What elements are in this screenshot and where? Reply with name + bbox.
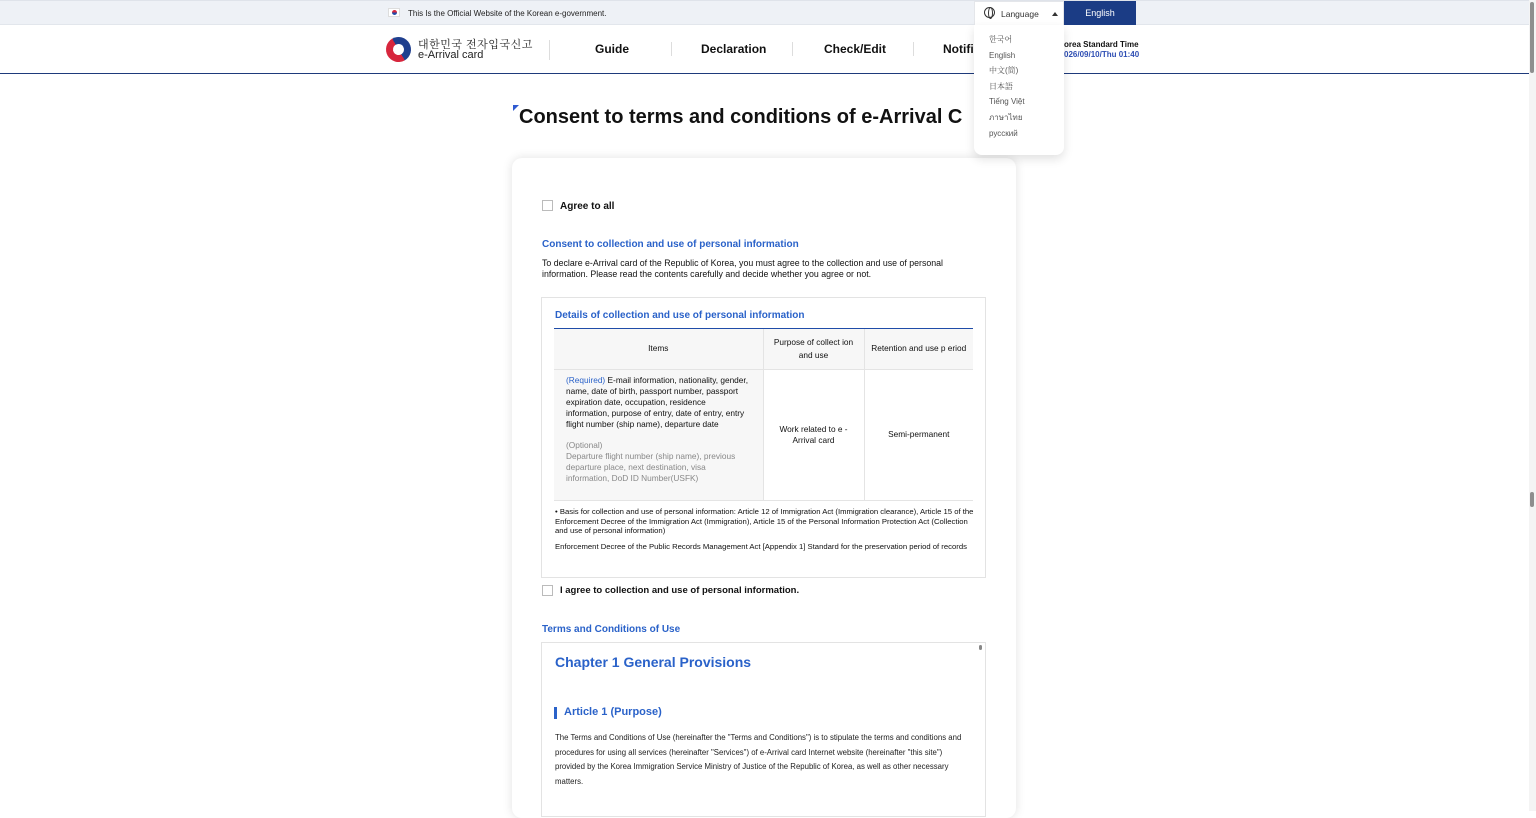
agree-pi-label[interactable]: I agree to collection and use of personal information. <box>560 585 800 596</box>
optional-tag: (Optional) <box>566 439 603 450</box>
language-option-vietnamese[interactable]: Tiếng Việt <box>989 97 1025 107</box>
page-scrollbar[interactable] <box>1529 0 1536 811</box>
terms-scrollbar-thumb[interactable] <box>979 645 982 650</box>
logo-english-text[interactable]: e-Arrival card <box>418 49 484 61</box>
page-title: Consent to terms and conditions of e-Arrival C <box>519 106 963 128</box>
nav-separator <box>671 42 672 56</box>
language-option-russian[interactable]: русский <box>989 128 1018 138</box>
language-option-thai[interactable]: ภาษาไทย <box>989 112 1023 122</box>
table-cell-retention: Semi-permanent <box>864 369 973 500</box>
agree-pi-checkbox[interactable] <box>542 585 553 596</box>
language-option-japanese[interactable]: 日本語 <box>989 81 1013 91</box>
language-option-chinese[interactable]: 中文(简) <box>989 66 1019 76</box>
required-items-text: E-mail information, nationality, gender, name, date of birth, passport number, passport expiration date, occupation, residence information, purpose of entry, date of entry, entry flight number (ship name), departure date <box>566 374 749 429</box>
table-header-purpose: Purpose of collect ion and use <box>763 329 864 369</box>
pi-details-title: Details of collection and use of personal information <box>555 310 805 321</box>
current-language-button[interactable]: English <box>1064 1 1136 25</box>
language-label: Language <box>1001 9 1039 19</box>
table-cell-purpose: Work related to e -Arrival card <box>763 369 864 500</box>
official-notice-text: This Is the Official Website of the Korean e-government. <box>408 9 607 18</box>
language-option-korean[interactable]: 한국어 <box>989 35 1013 44</box>
agree-all-label[interactable]: Agree to all <box>560 201 615 212</box>
nav-separator <box>913 42 914 56</box>
nav-guide[interactable]: Guide <box>595 42 630 56</box>
chapter-heading: Chapter 1 General Provisions <box>555 654 752 670</box>
taegeuk-logo-icon[interactable] <box>381 32 415 66</box>
globe-icon <box>984 7 995 18</box>
pi-section-title: Consent to collection and use of personal information <box>542 239 799 250</box>
table-header-items: Items <box>554 329 763 369</box>
scrollbar-thumb[interactable] <box>1530 2 1534 73</box>
site-header <box>0 25 1529 74</box>
required-tag: (Required) <box>566 374 606 385</box>
scrollbar-marker <box>1530 492 1534 507</box>
optional-items-text: Departure flight number (ship name), previous departure place, next destination, visa information, DoD ID Number(USFK) <box>566 450 736 483</box>
nav-declaration[interactable]: Declaration <box>701 42 767 56</box>
table-header-retention: Retention and use p eriod <box>864 329 973 369</box>
article-accent-bar <box>554 707 557 719</box>
language-selector-button[interactable] <box>974 1 1064 25</box>
pi-details-table <box>554 329 973 501</box>
pi-section-description: To declare e-Arrival card of the Republic of Korea, you must agree to the collection and use of personal information. Please read the contents carefully and decide whether you agree or not. <box>542 258 943 279</box>
legal-basis-text: • Basis for collection and use of personal information: Article 12 of Immigration Act (Immigration clearance), Article 15 of the Enforcement Decree of the Immigration Act (Immigration), Article 15 of the Personal Information Protection Act (Collection and use of personal information) <box>555 507 974 536</box>
caret-up-icon <box>1052 12 1058 16</box>
article-heading: Article 1 (Purpose) <box>564 706 662 718</box>
logo-korean-text[interactable]: 대한민국 전자입국신고 <box>418 39 533 51</box>
nav-check-edit[interactable]: Check/Edit <box>824 42 887 56</box>
korea-standard-time-label: orea Standard Time <box>1064 40 1139 49</box>
article-body-text: The Terms and Conditions of Use (hereinafter the "Terms and Conditions") is to stipulate the terms and conditions and procedures for using all services (hereinafter "Services") of e-Arrival card Internet website (hereinafter "this site") provided by the Korea Immigration Service Ministry of Justice of the Republic of Korea, as well as other necessary matters. <box>555 733 962 786</box>
enforcement-decree-text: Enforcement Decree of the Public Records Management Act [Appendix 1] Standard for the preservation period of records <box>555 542 967 551</box>
table-cell-items <box>554 369 763 500</box>
gov-notice-bar <box>0 0 1529 25</box>
korea-standard-time-value: 026/09/10/Thu 01:40 <box>1064 50 1140 59</box>
logo-divider <box>549 40 550 60</box>
language-dropdown-menu <box>974 25 1064 155</box>
table-row <box>554 369 973 500</box>
agree-all-checkbox[interactable] <box>542 200 553 211</box>
nav-notification[interactable]: Notifi <box>943 42 974 56</box>
language-option-english[interactable]: English <box>989 50 1016 60</box>
nav-separator <box>792 42 793 56</box>
korean-flag-icon <box>388 8 400 17</box>
terms-section-title: Terms and Conditions of Use <box>542 624 681 635</box>
